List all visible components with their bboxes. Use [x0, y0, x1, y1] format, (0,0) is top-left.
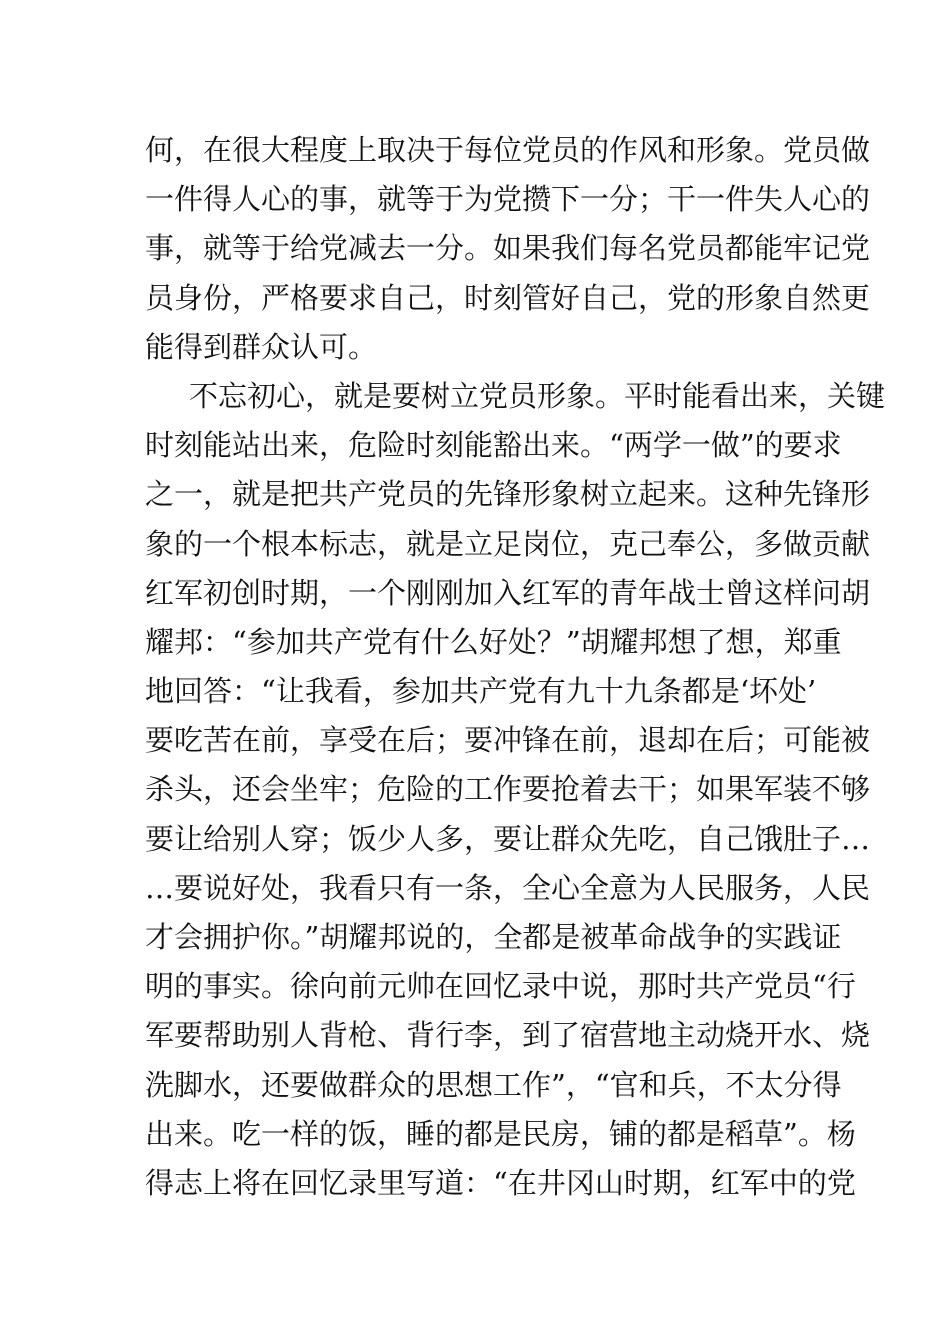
text-line: 何，在很大程度上取决于每位党员的作风和形象。党员做: [145, 133, 871, 167]
text-line: 能得到群众认可。: [145, 329, 378, 364]
text-line: 杀头，还会坐牢；危险的工作要抢着去干；如果军装不够: [145, 772, 871, 807]
text-line: 之一，就是把共产党员的先锋形象树立起来。这种先锋形: [145, 477, 871, 512]
text-line: 红军初创时期，一个刚刚加入红军的青年战士曾这样问胡: [145, 575, 871, 610]
text-line: 象的一个根本标志，就是立足岗位，克己奉公，多做贡献: [145, 526, 871, 561]
text-line: 出来。吃一样的饭，睡的都是民房，铺的都是稻草”。杨: [145, 1116, 856, 1151]
text-line: 军要帮助别人背枪、背行李，到了宿营地主动烧开水、烧: [145, 1018, 871, 1053]
text-line: 明的事实。徐向前元帅在回忆录中说，那时共产党员“行: [145, 969, 856, 1004]
text-line: 洗脚水，还要做群众的思想工作”，“官和兵，不太分得: [145, 1067, 842, 1102]
body-text: [145, 126, 886, 1208]
text-line: 才会拥护你。”胡耀邦说的，全都是被革命战争的实践证: [145, 920, 842, 954]
text-line: 要让给别人穿；饭少人多，要让群众先吃，自己饿肚子…: [145, 821, 871, 856]
text-line: 地回答：“让我看，参加共产党有九十九条都是‘坏处’: [145, 674, 817, 709]
text-line: …要说好处，我看只有一条，全心全意为人民服务，人民: [145, 870, 871, 905]
text-line: 要吃苦在前，享受在后；要冲锋在前，退却在后；可能被: [145, 723, 871, 758]
text-line: 一件得人心的事，就等于为党攒下一分；干一件失人心的: [145, 182, 871, 217]
text-line: 事，就等于给党减去一分。如果我们每名党员都能牢记党: [145, 231, 871, 266]
text-line: 员身份，严格要求自己，时刻管好自己，党的形象自然更: [145, 280, 871, 315]
text-line: 时刻能站出来，危险时刻能豁出来。“两学一做”的要求: [145, 428, 842, 463]
text-line: 耀邦：“参加共产党有什么好处？”胡耀邦想了想，郑重: [145, 624, 842, 659]
text-line: 不忘初心，就是要树立党员形象。平时能看出来，关键: [189, 378, 886, 413]
text-line: 得志上将在回忆录里写道：“在井冈山时期，红军中的党: [145, 1165, 856, 1200]
